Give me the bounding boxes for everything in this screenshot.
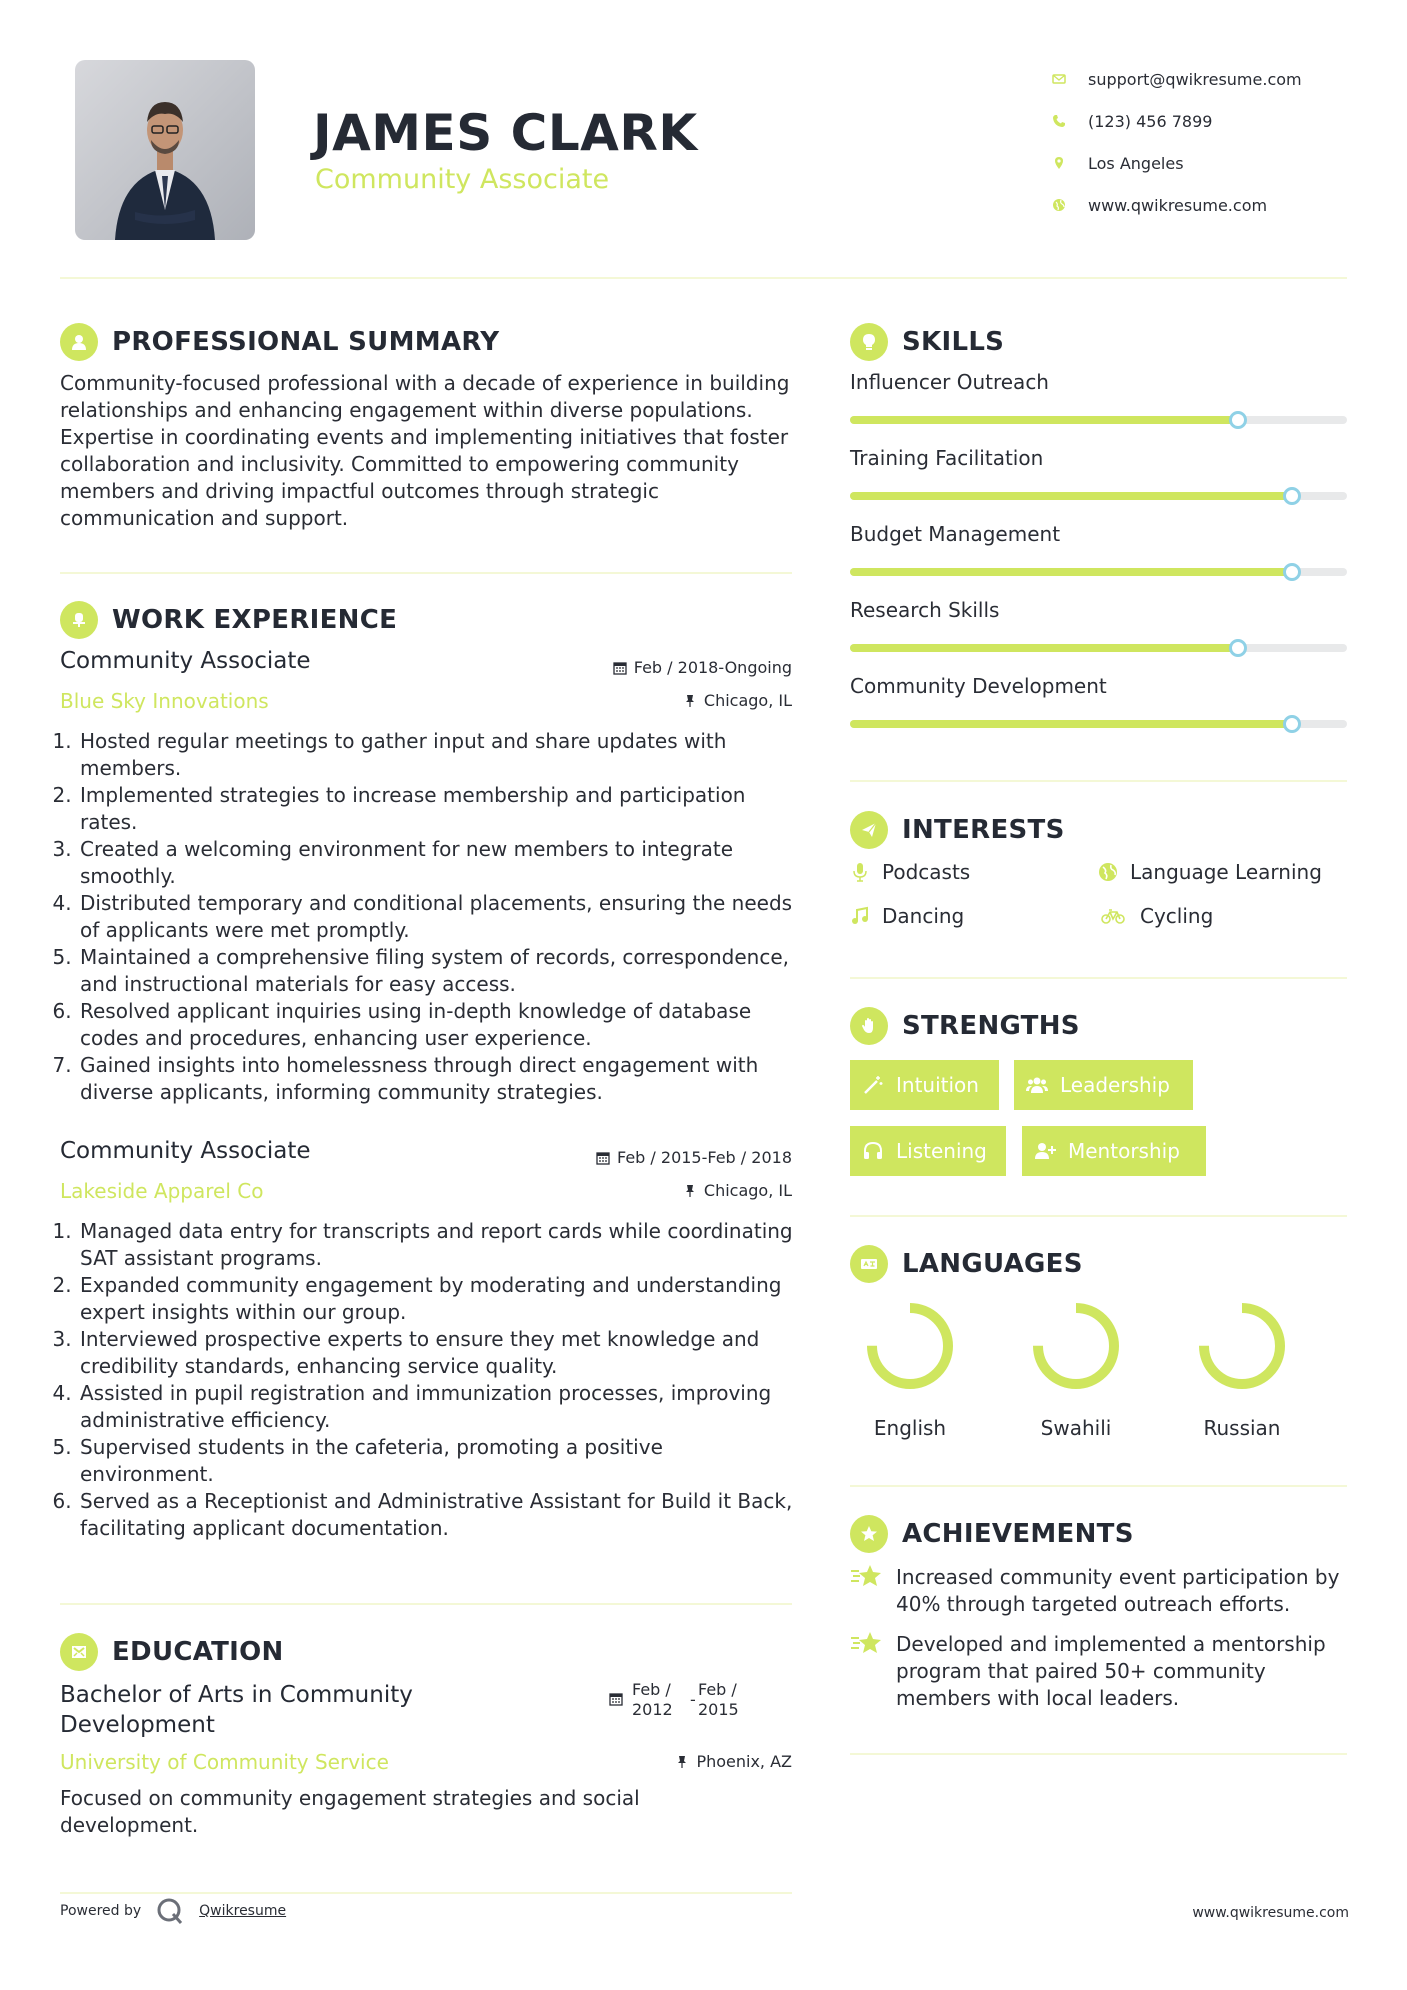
list-item: 6. Served as a Receptionist and Administrative Assistant for Build it Back, facilitating applicant documentation. — [78, 1488, 800, 1542]
language-ring — [1026, 1296, 1126, 1396]
skill-bar-track — [850, 720, 1347, 728]
team-icon — [1026, 1074, 1048, 1096]
list-item: 5. Supervised students in the cafeteria, promoting a positive environment. — [78, 1434, 800, 1488]
achievement-2: Developed and implemented a mentorship program that paired 50+ community members with local leaders. — [850, 1631, 1350, 1712]
globe-icon — [1052, 198, 1066, 212]
contact-email[interactable] — [1052, 58, 1302, 100]
magic-wand-icon — [862, 1074, 884, 1096]
interests-divider — [850, 977, 1347, 979]
language-item — [1177, 1296, 1307, 1440]
profile-photo — [75, 60, 255, 240]
skill-bar-knob — [1229, 411, 1247, 429]
list-item: 5. Maintained a comprehensive filing system of records, correspondence, and instructional materials for easy access. — [78, 944, 800, 998]
qwikresume-link[interactable]: Qwikresume — [199, 1903, 287, 1919]
star-icon — [850, 1629, 884, 1659]
skill-name: Research Skills — [850, 598, 1000, 622]
translate-icon — [850, 1245, 888, 1283]
skill-bar-track — [850, 492, 1347, 500]
calendar-icon — [609, 1692, 623, 1706]
contact-email-text: support@qwikresume.com — [1088, 69, 1302, 89]
education-location: Phoenix, AZ — [480, 1752, 792, 1771]
summary-divider — [60, 572, 792, 574]
skill-bar-track — [850, 416, 1347, 424]
strengths-divider — [850, 1215, 1347, 1217]
job-2-duties — [60, 1218, 800, 1542]
footer-website[interactable]: www.qwikresume.com — [1192, 1905, 1349, 1921]
list-item: 2. Expanded community engagement by moderating and understanding expert insights within our group. — [78, 1272, 800, 1326]
hand-icon — [850, 1007, 888, 1045]
star-badge-icon — [850, 1515, 888, 1553]
achievement-1: Increased community event participation by 40% through targeted outreach efforts. — [850, 1564, 1350, 1618]
education-dates: Feb / 2012 - Feb / 2015 — [609, 1680, 739, 1720]
skill-bar-track — [850, 568, 1347, 576]
skills-divider — [850, 780, 1347, 782]
briefcase-icon — [60, 601, 98, 639]
star-icon — [850, 1562, 884, 1592]
work-divider — [60, 1603, 792, 1605]
skills-heading: SKILLS — [850, 323, 1004, 361]
skill-bar-knob — [1283, 487, 1301, 505]
contact-phone[interactable] — [1052, 100, 1302, 142]
calendar-icon — [613, 661, 627, 675]
achievements-heading: ACHIEVEMENTS — [850, 1515, 1134, 1553]
footer-powered-by: Powered by Qwikresume — [60, 1896, 286, 1926]
list-item: 4. Assisted in pupil registration and immunization processes, improving administrative efficiency. — [78, 1380, 800, 1434]
email-icon — [1052, 72, 1066, 86]
language-item — [1011, 1296, 1141, 1440]
pin-icon — [683, 1184, 697, 1198]
education-description: Focused on community engagement strategies and social development. — [60, 1786, 640, 1837]
skill-bar-track — [850, 644, 1347, 652]
add-user-icon — [1034, 1140, 1056, 1162]
contact-phone-text: (123) 456 7899 — [1088, 111, 1213, 131]
skill-bar-fill — [850, 720, 1292, 728]
skill-bar-knob — [1283, 715, 1301, 733]
contact-list — [1052, 58, 1302, 226]
pin-icon — [683, 694, 697, 708]
list-item: 1. Managed data entry for transcripts and report cards while coordinating SAT assistant programs. — [78, 1218, 800, 1272]
contact-location — [1052, 142, 1302, 184]
lightbulb-icon — [850, 323, 888, 361]
bicycle-icon — [1098, 906, 1128, 926]
education-divider — [60, 1892, 792, 1894]
strength-leadership: Leadership — [1014, 1060, 1193, 1110]
languages-divider — [850, 1485, 1347, 1487]
language-name: Swahili — [1040, 1416, 1112, 1440]
job-1-dates: Feb / 2018-Ongoing — [480, 658, 792, 677]
strength-mentorship: Mentorship — [1022, 1126, 1206, 1176]
list-item: 3. Created a welcoming environment for new members to integrate smoothly. — [78, 836, 800, 890]
language-ring — [1192, 1296, 1292, 1396]
language-item — [845, 1296, 975, 1440]
list-item: 6. Resolved applicant inquiries using in-depth knowledge of database codes and procedures, enhancing user experience. — [78, 998, 800, 1052]
skill-bar-fill — [850, 416, 1238, 424]
interests-heading: INTERESTS — [850, 811, 1065, 849]
candidate-title: Community Associate — [315, 164, 610, 195]
music-note-icon — [850, 906, 870, 926]
skill-bar-knob — [1283, 563, 1301, 581]
paper-plane-icon — [850, 811, 888, 849]
language-name: Russian — [1203, 1416, 1281, 1440]
job-1-company: Blue Sky Innovations — [60, 689, 269, 713]
language-ring — [860, 1296, 960, 1396]
interest-dancing: Dancing — [850, 904, 964, 928]
skill-name: Training Facilitation — [850, 446, 1044, 470]
interest-podcasts: Podcasts — [850, 860, 970, 884]
location-icon — [1052, 156, 1066, 170]
summary-heading: PROFESSIONAL SUMMARY — [60, 323, 499, 361]
education-school: University of Community Service — [60, 1750, 389, 1774]
job-2-location: Chicago, IL — [480, 1181, 792, 1200]
list-item: 7. Gained insights into homelessness through direct engagement with diverse applicants, informing community strategies. — [78, 1052, 800, 1106]
job-1-title: Community Associate — [60, 648, 311, 674]
contact-website[interactable] — [1052, 184, 1302, 226]
list-item: 1. Hosted regular meetings to gather input and share updates with members. — [78, 728, 800, 782]
header-divider — [60, 277, 1347, 279]
job-2-company: Lakeside Apparel Co — [60, 1179, 264, 1203]
job-2-title: Community Associate — [60, 1138, 311, 1164]
candidate-name: JAMES CLARK — [313, 104, 698, 162]
skill-name: Community Development — [850, 674, 1107, 698]
interest-cycling: Cycling — [1098, 904, 1213, 928]
job-1-location: Chicago, IL — [480, 691, 792, 710]
calendar-icon — [596, 1151, 610, 1165]
skill-bar-fill — [850, 568, 1292, 576]
strengths-heading: STRENGTHS — [850, 1007, 1080, 1045]
strength-intuition: Intuition — [850, 1060, 999, 1110]
skill-name: Budget Management — [850, 522, 1061, 546]
job-1-duties — [60, 728, 800, 1106]
skill-bar-fill — [850, 644, 1238, 652]
pin-icon — [675, 1755, 689, 1769]
qwikresume-logo-icon — [155, 1896, 185, 1926]
contact-website-text: www.qwikresume.com — [1088, 195, 1268, 215]
strength-listening: Listening — [850, 1126, 1006, 1176]
user-icon — [60, 323, 98, 361]
globe-icon — [1098, 862, 1118, 882]
education-heading: EDUCATION — [60, 1633, 284, 1671]
achievements-divider — [850, 1753, 1347, 1755]
headphones-icon — [862, 1140, 884, 1162]
language-name: English — [873, 1416, 947, 1440]
education-degree: Bachelor of Arts in Community Development — [60, 1682, 413, 1738]
work-heading: WORK EXPERIENCE — [60, 601, 397, 639]
list-item: 4. Distributed temporary and conditional placements, ensuring the needs of applicants were met promptly. — [78, 890, 800, 944]
job-2-dates: Feb / 2015-Feb / 2018 — [480, 1148, 792, 1167]
list-item: 2. Implemented strategies to increase membership and participation rates. — [78, 782, 800, 836]
graduation-icon — [60, 1633, 98, 1671]
interest-language-learning: Language Learning — [1098, 860, 1322, 884]
list-item: 3. Interviewed prospective experts to ensure they met knowledge and credibility standards, enhancing service quality. — [78, 1326, 800, 1380]
microphone-icon — [850, 862, 870, 882]
phone-icon — [1052, 114, 1066, 128]
languages-heading: LANGUAGES — [850, 1245, 1083, 1283]
skill-bar-fill — [850, 492, 1292, 500]
skill-bar-knob — [1229, 639, 1247, 657]
skill-name: Influencer Outreach — [850, 370, 1049, 394]
contact-location-text: Los Angeles — [1088, 153, 1184, 173]
summary-text: Community-focused professional with a decade of experience in building relationships and enhancing engagement within diverse populations. Expertise in coordinating events and implementing initiatives that foster collaboration and inclusivity. Committed to empowering community members and driving impactful outcomes through strategic communication and support. — [60, 371, 790, 530]
